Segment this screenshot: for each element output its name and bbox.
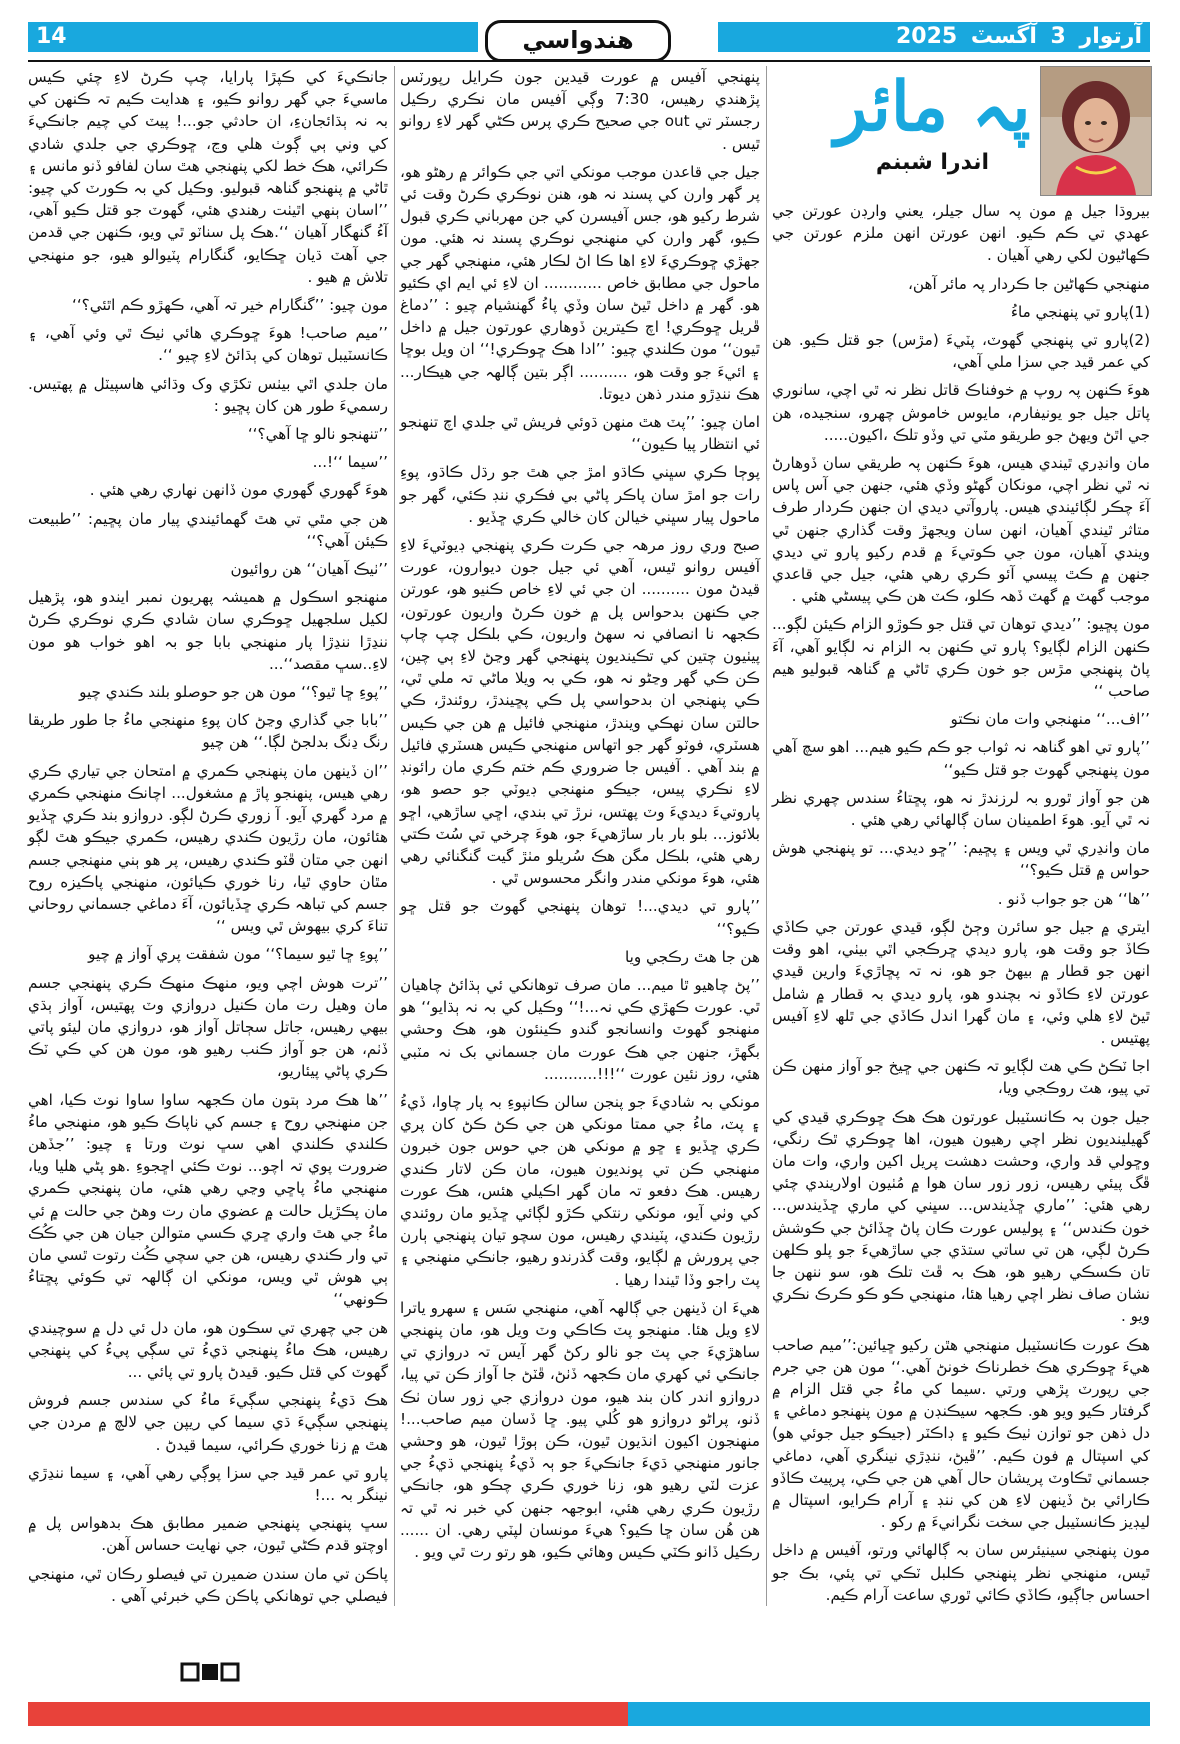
paragraph: مان وانڍري ٿي ويس ۽ پڇيم: ’’ڇو ديدي... تو پنهنجي هوش حواس ۾ قتل ڪيو؟‘‘ — [772, 839, 1150, 880]
paragraph: ’’پڻ چاهيو ٿا ميم... مان صرف توهانکي ئي ٻڌائڻ چاهيان ٿي. عورت ڪهڙي ڪي نہ...!‘‘ وڪيل کي بہ نہ ٻڌايو‘‘ هو منهنجو گهوٽ وانسانجو گندو ڪينئون هو، هڪ وحشي بگهڙ، جنهن جي هڪ عورت مان جسماني بک نہ مٽبي هئي، روز نئين عورت ‘‘!!!........... — [400, 975, 760, 1083]
paragraph: ’’ها هڪ مرد ٻتون مان ڪجهہ ساوا ساوا نوٽ ڪيا، اهي جن منهنجي روح ۽ جسم کي ناپاڪ ڪيو هو، منهنجي ماءُ ڪلندي ڪلندي اهي سڀ نوٽ ورتا ۽ چيو: ’’جڏهن ضرورت پوي تہ اچو... نوٽ ڪئي اڇجوءِ .هو پڻي هليا ويا، منهنجي ماءُ پاڇي وڃي رهي هئي، مان پنهنجي ڪمري مان پڪڙيل حالت ۾ عضوي مان رت وهڻ جي حالت ۾ ئي ماءُ جي هٿ واري ڇري ڪسي متوالن جيان هن جي ڪُڪ تي وار ڪندي رهيس، هن جي سچي ڪُٺ رتوت ٿسي مان ٻي هوش ٿي ويس، مونکي ان ڳالهہ تي ڪوئي پڇتاءُ ڪونهي‘‘ — [28, 1090, 388, 1309]
paragraph: ’’پوءِ ڇا ٿيو سيما؟‘‘ مون شفقت پري آواز ۾ چيو — [88, 945, 388, 964]
paragraph: ’’پارو تي اهو گناهہ نہ ثواب جو ڪم ڪيو هيم... اهو سچ آهي مون پنهنجي گهوٽ جو قتل ڪيو‘‘ — [772, 738, 1150, 779]
paragraph: جيل جون بہ ڪانسٽيبل عورتون هڪ هڪ ڇوڪري قيدي کي گهيلينديون نظر اچي رهيون هيون، اها ڇوڪري ٿڪ رنگي، وڇولي قد واري، وحشت دهشت پريل اکين واري، وات مان ڦگ پيئي رهيس، زور زور سان هوا ۾ مُٺيون اولاريندي چئي رهي هئي: ’’ماري ڇڏيندس... سڀني کي ماري ڇڏيندس... خون ڪندس‘‘ ۽ پوليس عورت ڪان پاڻ ڇڏائڻ جي ڪوشش ڪرڻ لڳي، هن تي ساتي ستڌي جي ساڙهيءَ جو پلو ڪلهن تان ڪسڪي رهيو هو، هڪ بہ ڦٽ تلڪ هو، سو ننهن جا نشان صاف نظر اچي رهيا هئا، منهنجي ڪو ڪو ڪرڪ نڪري ويو . — [772, 1107, 1150, 1326]
paragraph: مونکي بہ شاديءَ جو پنجن سالن ڪانپوءِ بہ پار چاوا، ڏيءُ ۽ پٽ، ماءُ جي ممتا مونکي هن جي ڪڻ ڪڻ کان پري ڪري ڇڏيو ۽ ڇو ۾ مونکي هن جي حوس جون خبرون منهنجي ڪن تي پونديون هيون، مان ڪن لاتار ڪندي رهيس. هڪ دفعو تہ مان گهر اڪيلي هئس، هڪ عورت کي وٺي آيو، مونکي رنتکي ڪڙو لڳائي ڇڏيو مان روئندي رڙيون ڪندي، پٽيندي رهيس، مون سچو تيان پنهنجي ٻارن جي پرورش ۾ لڳايو، وقت گذرندو رهيو، جانڪي منهنجي ۽ پٽ راجو وڏا ٿيندا رهيا . — [400, 1092, 760, 1289]
paragraph: جانڪيءَ کي ڪپڙا پارايا، چپ ڪرڻ لاءِ چئي ڪيس ماسيءَ جي گهر روانو ڪيو، ۽ هدايت ڪيم تہ ڪنهن کي بہ نہ ٻڌائجانءِ، ان حادثي جو...! پيٽ کي چيم جانڪيءَ کي وني ٻي ڳوٺ هلي وڃ، ڇوڪري جي جلدي شادي ڪرائي، هڪ خط لکي پنهنجي هٿ سان لفافو ڏنو مانس ۽ ٿاڻي ۾ پنهنجو گناهہ قبوليو. وڪيل کي بہ ڪورٽ کي چيو: ’’اسان ٻنهي اٿيٺت رهندي هئي، گهوٽ جو قتل ڪيو آهي، آءُ گنهگار آهيان ‘‘.هڪ پل سناٽو ٿي ويو، ڪنهن جي قدمن جي آهٽ ڌيان ڇڪايو، گنگارام پٽيوالو هيو، جو منهنجي تلاش ۾ هيو . — [28, 68, 388, 286]
footer-bar-red — [28, 1702, 628, 1726]
paragraph: مان وانڍري ٿيندي هيس، هوءَ ڪنهن پہ طريقي سان ڏوهارڻ نہ ٿي نظر اچي، مونکان گهڻو وڏي هئي، جنهن جي آس پاس آءَ چڪر لڳائيندي هيس. پاروآتي ديدي ان جنهن ڪردار طرف متاثر ٿيندي آهيان، انهن سان ويجهڙ وقت گذاري جنهن ٿي ويندي آهيان، مون جي ڪوتيءَ ۾ قدم رکيو پارو تي ديدي جنهن ۾ ڪٿ پيسي آئو ڪري رهي هئي، جيل جي قاعدي موجب گهٽ ۾ گهٽ ڏهہ ڪلو، ڪٽ هن ڪي پيسڻي هئي . — [772, 454, 1150, 606]
paragraph: مون چيو: ’’گنگارام خير تہ آهي، ڪهڙو ڪم اٿئي؟‘‘ — [72, 296, 388, 315]
article-end-ornament — [180, 1660, 240, 1684]
paragraph: هوءَ گهوري گهوري مون ڏانهن نهاري رهي هئي . — [89, 481, 388, 500]
column-divider — [394, 66, 395, 1606]
page-number: 14 — [36, 24, 67, 49]
paragraph: هن جي چهري تي سڪون هو، مان دل ئي دل ۾ سوچيندي رهيس، هڪ ماءُ پنهنجي ڌيءُ تي سڳي پيءُ کي پنهنجي گهوٽ کي قتل ڪيو. قيدڻ پارو تي پائي ... — [28, 1318, 388, 1381]
dateline-date: 3 — [1050, 24, 1066, 49]
paragraph: هن جو آواز ٿورو بہ لرزندڙ نہ هو، پڇتاءُ سندس چهري نظر نہ ٿي آيو. هوءَ اطمينان سان ڳالهائي رهي هئي . — [772, 788, 1150, 830]
paragraph: امان چيو: ’’پٽ هٿ منهن ڌوئي فريش ٿي جلدي اچ تنهنجو ئي انتظار پيا ڪيون‘‘ — [400, 413, 760, 454]
paragraph: هڪ ڌيءُ پنهنجي سڳيءَ ماءُ کي سندس جسم فروش پنهنجي سڳيءَ ڌي سيما کي ريپن جي لالچ ۾ مردن جي هٿ ۾ زنا خوري ڪرائي، سيما قيدڻ . — [28, 1391, 388, 1454]
paragraph: هن جا هٿ رڪجي ويا — [625, 947, 760, 966]
masthead-logo: هندواسي — [485, 20, 671, 62]
article-title: پہ مائر — [834, 67, 1031, 147]
header-bar-left — [28, 22, 478, 52]
paragraph: مان جلدي اٿي بيٺس تکڙي وک وڌائي هاسپيٽل ۾ پهتيس. رسميءَ طور هن کان پڇيو : — [28, 374, 388, 415]
dateline-year: 2025 — [895, 24, 958, 49]
paragraph: صبح وري روز مرهہ جي ڪرت ڪري پنهنجي ڊيوٽيءَ لاءِ آفيس روانو ٿيس، آهي ئي جيل جون ديوارون، عورت قيدڻ مون .......... ان جي ئي لاءِ خاص ڪنيو هو، عورتن جي ڪنهن بدحواس پل ۾ خون ڪرڻ واريون عورتون، ڪجهہ نا انصافي نہ سهڻ واريون، ڪي بلڪل چپ چاپ پيٺيون چتين کي تڪينديون پنهنجي گهر وڃڻ لاءِ ٻي چين، ڪن ڪي گهر وڃڻو نہ هو، ڪي بہ ويلا ماڻي تہ ملي ٿي، ڪي پنهنجي ان بدحواسي پل ڪي پڇيندڙ، روئندڙ، ڪي حالتن سان نهڪي ويندڙ، منهنجي فائيل ۾ هن جي ڪيس هسٽري، فوٽو گهر جو اتهاس منهنجي ڪيس هسٽري فائيل ۾ بند آهي . آفيس جا ضروري ڪم ختم ڪري مان رائونڊ لاءِ نڪري پيس، جيڪو منهنجي ڊيوٽي جو حصو هو، پاروتيءَ ديديءَ وٽ پهتس، نرڙ تي بندي، اڇي ساڙهي، اڇو بلائوز... بلو بار بار ساڙهيءَ جو، هوءَ چرخي تي سُٽ ڪتي رهي هئي، بلڪل مگن هڪ سُريلو مٺڙ گيت گنگنائي رهي هئي، هوءَ مونکي مندر وانگر محسوس ٿي . — [400, 536, 760, 888]
paragraph: ’’تنهنجو نالو ڇا آهي؟‘‘ — [247, 425, 388, 444]
dateline — [890, 24, 1142, 49]
paragraph: ايتري ۾ جيل جو سائرن وڄڻ لڳو، قيدي عورتن جي ڪاڏي ڪاڏ جو وقت هو، پارو ديدي ڇرڪجي اٿي بيٺي، اهو وقت انهن جو قطار ۾ بيهڻ جو هو، نہ تہ پڇاڙيءَ وارين قيدي عورتن لاءِ ڪاڏو نہ بچندو هو، پارو ديدي بہ قطار ۾ شامل ٿيڻ لاءِ هلي وئي، ۽ مان گهرا اندل ڪاڏي جي ٿلھ لاءِ آفيس پهتيس . — [772, 917, 1150, 1047]
paragraph: (2)پارو تي پنهنجي گهوٽ، پٽيءَ (مڙس) جو قتل ڪيو. هن کي عمر قيد جي سزا ملي آهي، — [772, 331, 1150, 372]
paragraph: سڀ پنهنجي پنهنجي ضمير مطابق هڪ بدهواس پل ۾ اوچتو قدم ڪڻي ٿيون، جي نهايت حساس آهن. — [28, 1514, 388, 1555]
article-column-1 — [772, 200, 1150, 1612]
article-column-3 — [28, 66, 388, 1613]
paragraph: ’’سيما ‘‘!... — [312, 453, 388, 472]
article-column-2 — [400, 66, 760, 1569]
paragraph: منهنجو اسڪول ۾ هميشہ پهريون نمبر ايندو هو، پڙهيل لکيل سلجهيل ڇوڪري سان شادي ڪري نوڪري ڪرڻ ننڍڙا ننڍڙا پار منهنجي بابا جو بہ اهو خواب هو مون لاءِ..سڀ مقصد‘‘... — [28, 588, 388, 673]
paragraph: پوڄا ڪري سڀني ڪاڌو امڙ جي هٿ جو رڌل ڪاڌو، پوءِ رات جو امڙ سان پاڪر پاڻي بي فڪري ننڊ ڪئي، گهر جو ماحول پيار سڀني خيالن کان خالي ڪري ڇڏيو . — [400, 463, 760, 526]
paragraph: ’’ٺيڪ آهيان‘‘ هن روائيون — [230, 560, 388, 579]
paragraph: منهنجي ڪهاڻين جا ڪردار پہ مائر آهن، — [908, 274, 1150, 293]
paragraph: پنهنجي آفيس ۾ عورت قيدين جون ڪرايل رپورٽس پڙهندي رهيس، 7:30 وڳي آفيس مان نڪري رڪيل رجسٽر تي out جي صحيح ڪري پرس ڪڻي گهر لاءِ روانو ٿيس . — [400, 68, 761, 153]
column-divider — [766, 66, 767, 1606]
article-author: اندرا شبنم — [875, 150, 990, 175]
paragraph: ’’پوءِ ڇا ٿيو؟‘‘ مون هن جو حوصلو بلند ڪندي چيو — [79, 683, 388, 702]
paragraph: هوءَ ڪنهن پہ روپ ۾ خوفناڪ قاتل نظر نہ ٿي اچي، سانوري پاتل جيل جو يونيفارم، مايوس خاموش چهرو، سنجيده، هن جي اٿڻ ويهڻ جو طريقو مٽي تي وڏو تلڪ ،اکيون..... — [772, 381, 1150, 444]
paragraph: ’’اف...‘‘ منهنجي وات مان نڪتو — [950, 710, 1150, 729]
dateline-month: آگسٽ — [970, 24, 1037, 49]
dateline-day: آرتوار — [1079, 24, 1142, 49]
header-bar-right — [718, 22, 1150, 52]
paragraph: هن جي مٿي تي هٿ گهمائيندي پيار مان پڇيم: ’’طبيعت ڪيئن آهي؟‘‘ — [28, 509, 388, 550]
paragraph: ’’ها‘‘ هن جو جواب ڏنو . — [997, 889, 1150, 908]
author-photo — [1040, 66, 1152, 196]
paragraph: ’’ترت هوش اچي ويو، منهڪ منهڪ ڪري پنهنجي جسم مان وهيل رت مان ڪنيل دروازي وٽ پهتيس، آواز ٻڌي بيهي رهيس، جاتل سڄاتل آواز هو، دروازي مان ليئو پاتي ڏٺم، هن جو آواز ڪنب رهيو هو، مون هن کي ڪي ٽڪ ڪري پاڻي پيئاريو، — [28, 973, 388, 1081]
paragraph: پارو تي عمر قيد جي سزا پوڳي رهي آهي، ۽ سيما ننڍڙي نينگر بہ ...! — [28, 1463, 388, 1504]
page-footer — [28, 1702, 1150, 1726]
footer-bar-blue — [628, 1702, 1150, 1726]
paragraph: ’’پارو تي ديدي...! توهان پنهنجي گهوٽ جو قتل ڇو ڪيو؟‘‘ — [400, 897, 760, 938]
paragraph: ’’ميم صاحب! هوءَ ڇوڪري هائي ٺيڪ ٿي وئي آهي، ۽ ڪانسٽيبل توهان کي ٻڌائڻ لاءِ چيو ‘‘. — [28, 324, 388, 365]
paragraph: ’’ان ڏينهن مان پنهنجي ڪمري ۾ امتحان جي تياري ڪري رهي هيس، پنهنجو پاڙ ۾ مشغول... اچانڪ منهنجي ڪمري ۾ مرد گهري آيو. آ زوري ڪرڻ لڳو. دروازو بند ڪري ڇڏيو هئائون، مان رڙيون ڪندي رهيس، ڪمري جيڪو هٿ لڳو انهن جي متان ڦٽو ڪندي رهيس، پر هو ٻني منهنجي جسم مٿان حاوي ٿيا، رنا خوري ڪيائون، منهنجي پاڪيزه روح جسم کي تباهہ ڪري ڇڏيائون، آءَ دماغي جسماني روحاني تناءَ کري بيهوش ٿي ويس ‘‘ — [28, 761, 388, 936]
paragraph: بيروڌا جيل ۾ مون پہ سال جيلر، يعني وارڊن عورتن جي عهدي تي ڪم ڪيو. انهن عورتن انهن ملزم عورتن جي ڪهاڻيون لکي رهي آهيان . — [772, 202, 1150, 265]
paragraph: (1)پارو تي پنهنجي ماءُ — [1010, 302, 1150, 321]
paragraph: هيءَ ان ڏينهن جي ڳالهہ آهي، منهنجي سَس ۽ سهرو ياترا لاءِ ويل هئا. منهنجو پٽ ڪاڪي وٽ ويل هو، مان پنهنجي ساهڙيءَ جي پٽ جو نالو رکڻ گهر آيس تہ دروازي تي جانڪي ئي کهري مان ڪجهہ ڏٺڻ، ڦٽڻ جا آواز ڪن تي پيا، دروازو اندر کان بند هيو، مون دروازي جي زور سان ٺڪ ڏنو، پراڻو دروازو هو کُلي پيو. ڇا ڏسان ميم صاحب...! منهنجون اکيون انڌيون ٿيون، ڪن ٻوڙا ٿيون، هو وحشي جانور منهنجي ڌيءَ جانڪيءَ جو ٻہ ڏيءُ پنهنجي ڌيءُ جي عزت لٽي رهيو هو، زنا خوري ڪري چڪو هو، جانڪي رڙيون ڪري رهي هئي، ابوجهہ جنهن کي خبر نہ ٿي تہ هن هُن سان ڇا ڪيو؟ هيءَ مونسان لپٽي رهي. ان ...... رڪيل ڏانو ڪٽي ڪيس وهائي ڪيو، هو رتو رت ٿي ويو . — [400, 1298, 760, 1561]
paragraph: هڪ عورت ڪانسٽيبل منهنجي هٿن رکيو ڇيائين:’’ميم صاحب هيءَ ڇوڪري هڪ خطرناڪ خونڻ آهي.‘‘ مون هن جي جرم جي رپورٽ پڙهي ورتي .سيما کي ماءُ جي قتل الزام ۾ گرفتار ڪيو ويو هو. ڪجهہ سيڪنڊن ۾ مون پنهنجو دماغي ۽ دل ذهن جو توازن ٺيڪ ڪيو ۽ ڊاڪٽر (جيڪو جيل جوئي هو) کي اسپتال ۾ فون ڪيم. ’’ڦيڻ، ننڍڙي نينگري آهي، دماغي جسماني ٿڪاوٽ پريشان حال آهي هن جي ڪي، پرپيٽ ڪاڏو ڪارائي بڻ ڏينهن لاءِ هن کي ننڊ ۽ آرام ڪرايو، اسپتال ۾ ليڊيز ڪانسٽيبل جي سخت نگرانيءَ ۾ رکو . — [772, 1335, 1150, 1532]
paragraph: اجا ٽڪڻ ڪي هٽ لڳايو تہ ڪنهن جي ڇيخ جو آواز منهن ڪن تي پيو، هٽ روڪجي ويا، — [772, 1057, 1150, 1098]
paragraph: جيل جي قاعدن موجب مونکي اتي جي ڪوائر ۾ رهڻو هو، پر گهر وارن کي پسند نہ هو، هنن نوڪري ڪرڻ وقت ئي شرط رکيو هو، جس آفيسرن کي جن مهرباني ڪري قبول ڪيو، گهر وارن کي منهنجي نوڪري پسند نہ هئي. مون جهڙي ڇوڪريءَ لاءِ اها ڪا اڻ لڪار هئي، منهنجي گهر جي ماحول جي مطابق خاص ............ ان لاءِ ئي ايم اي ڪئيو هو. گهر ۾ داخل ٿيڻ سان وڏي پاءُ گهنشيام چيو : ’’دماغ ڦريل ڇوڪري! اچ ڪيترين ڏوهاري عورتون جيل ۾ داخل ٿيون‘‘ مون ڪلندي چيو: ’’ادا هڪ ڇوڪري!‘‘ ان ويل بوڇا ۽ ائيءَ جو وقت هو، .......... اڳر بتين ڳالهہ جي هيڪار... هڪ ننڍڙو مندر ذهن ديوتا. — [400, 162, 760, 403]
paragraph: پاڪن تي مان سندن ضميرن تي فيصلو رڪان ٿي، منهنجي فيصلي جي توهانکي پاڪن ڪي خبرئي آهي . — [28, 1564, 388, 1605]
paragraph: ’’بابا جي گذاري وڃڻ کان پوءِ منهنجي ماءُ جا طور طريقا رنگ ڍنگ بدلجڻ لڳا.‘‘ هن چيو — [28, 711, 388, 752]
paragraph: مون پڇيو: ’’ديدي توهان تي قتل جو ڪوڙو الزام ڪيئن لڳو... ڪنهن الزام لڳايو؟ پارو تي ڪنهن بہ الزام نہ لڳايو آهي، آءَ پاڻ پنهنجي مڙس جو خون ڪري ٿاڻي ۾ گناهہ قبوليو هيم صاحب ‘‘ — [772, 615, 1150, 701]
paragraph: مون پنهنجي سينيئرس سان بہ ڳالهائي ورتو، آفيس ۾ داخل ٿيس، منهنجي نظر پنهنجي ڪلبل ٽڪي تي پئي، بڪ جو احساس جاڳيو، ڪاڏي ڪائي ٿوري ساعت آرام ڪيم. — [772, 1541, 1150, 1604]
